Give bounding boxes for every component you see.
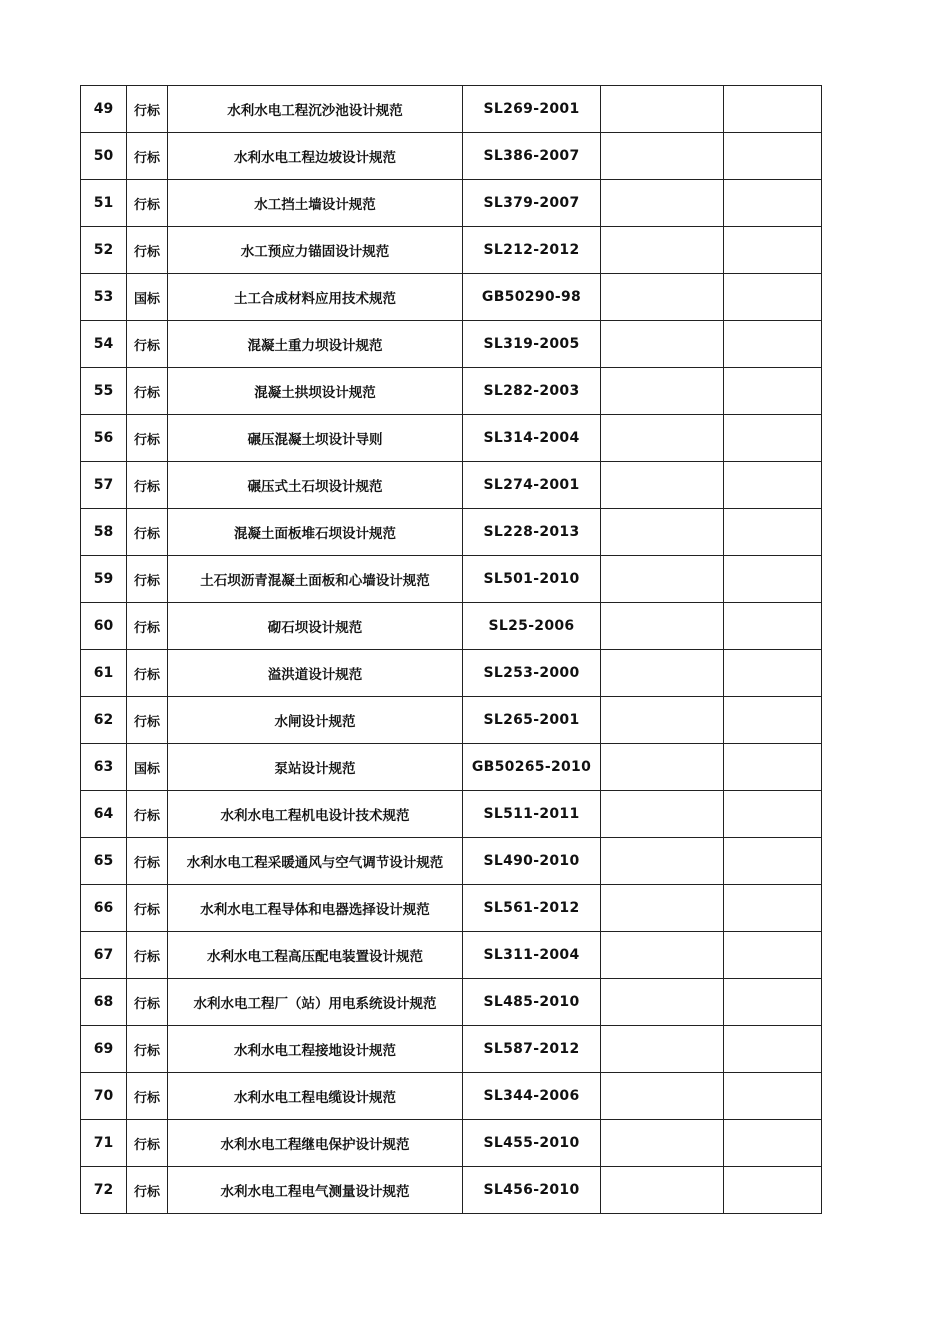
standard-name-cell: 水工预应力锚固设计规范 xyxy=(168,227,463,274)
empty-cell xyxy=(601,321,724,368)
standard-code-cell: SL501-2010 xyxy=(463,556,601,603)
standard-code-cell: SL485-2010 xyxy=(463,979,601,1026)
row-number-cell: 53 xyxy=(81,274,127,321)
standard-code-cell: SL344-2006 xyxy=(463,1073,601,1120)
standard-name-cell: 混凝土拱坝设计规范 xyxy=(168,368,463,415)
empty-cell xyxy=(601,1026,724,1073)
table-row xyxy=(81,885,822,932)
empty-cell xyxy=(724,697,822,744)
standard-type-cell: 行标 xyxy=(127,86,168,133)
row-number-cell: 64 xyxy=(81,791,127,838)
standard-type-cell: 行标 xyxy=(127,979,168,1026)
empty-cell xyxy=(724,1026,822,1073)
standard-name-cell: 水利水电工程边坡设计规范 xyxy=(168,133,463,180)
table-row xyxy=(81,791,822,838)
empty-cell xyxy=(724,791,822,838)
empty-cell xyxy=(601,368,724,415)
table-row xyxy=(81,509,822,556)
table-row xyxy=(81,838,822,885)
standard-type-cell: 行标 xyxy=(127,321,168,368)
empty-cell xyxy=(724,86,822,133)
standard-name-cell: 水利水电工程电缆设计规范 xyxy=(168,1073,463,1120)
table-row xyxy=(81,1073,822,1120)
table-row xyxy=(81,180,822,227)
row-number-cell: 49 xyxy=(81,86,127,133)
row-number-cell: 59 xyxy=(81,556,127,603)
standard-code-cell: SL265-2001 xyxy=(463,697,601,744)
row-number-cell: 56 xyxy=(81,415,127,462)
row-number-cell: 52 xyxy=(81,227,127,274)
standard-type-cell: 行标 xyxy=(127,415,168,462)
empty-cell xyxy=(601,650,724,697)
empty-cell xyxy=(601,697,724,744)
table-row xyxy=(81,462,822,509)
empty-cell xyxy=(724,1073,822,1120)
empty-cell xyxy=(724,180,822,227)
table-row xyxy=(81,932,822,979)
standard-type-cell: 行标 xyxy=(127,133,168,180)
standard-type-cell: 行标 xyxy=(127,368,168,415)
row-number-cell: 67 xyxy=(81,932,127,979)
standard-type-cell: 行标 xyxy=(127,1120,168,1167)
standard-name-cell: 土石坝沥青混凝土面板和心墙设计规范 xyxy=(168,556,463,603)
row-number-cell: 63 xyxy=(81,744,127,791)
standard-name-cell: 水工挡土墙设计规范 xyxy=(168,180,463,227)
standard-type-cell: 行标 xyxy=(127,462,168,509)
table-row xyxy=(81,697,822,744)
row-number-cell: 51 xyxy=(81,180,127,227)
table-row xyxy=(81,1167,822,1214)
standard-type-cell: 行标 xyxy=(127,227,168,274)
empty-cell xyxy=(601,274,724,321)
empty-cell xyxy=(601,1120,724,1167)
empty-cell xyxy=(601,227,724,274)
standard-type-cell: 行标 xyxy=(127,650,168,697)
standard-type-cell: 行标 xyxy=(127,1026,168,1073)
standard-name-cell: 碾压式土石坝设计规范 xyxy=(168,462,463,509)
row-number-cell: 65 xyxy=(81,838,127,885)
empty-cell xyxy=(601,86,724,133)
row-number-cell: 57 xyxy=(81,462,127,509)
empty-cell xyxy=(601,180,724,227)
row-number-cell: 61 xyxy=(81,650,127,697)
standard-type-cell: 行标 xyxy=(127,1073,168,1120)
standard-code-cell: SL561-2012 xyxy=(463,885,601,932)
row-number-cell: 54 xyxy=(81,321,127,368)
standard-type-cell: 国标 xyxy=(127,744,168,791)
table-row xyxy=(81,133,822,180)
standard-name-cell: 溢洪道设计规范 xyxy=(168,650,463,697)
standard-type-cell: 行标 xyxy=(127,697,168,744)
standard-code-cell: GB50290-98 xyxy=(463,274,601,321)
table-row xyxy=(81,368,822,415)
standard-name-cell: 碾压混凝土坝设计导则 xyxy=(168,415,463,462)
standard-code-cell: SL274-2001 xyxy=(463,462,601,509)
empty-cell xyxy=(724,274,822,321)
standard-name-cell: 水利水电工程高压配电装置设计规范 xyxy=(168,932,463,979)
empty-cell xyxy=(724,1120,822,1167)
empty-cell xyxy=(724,979,822,1026)
empty-cell xyxy=(601,133,724,180)
row-number-cell: 50 xyxy=(81,133,127,180)
row-number-cell: 60 xyxy=(81,603,127,650)
empty-cell xyxy=(724,603,822,650)
standard-name-cell: 水利水电工程接地设计规范 xyxy=(168,1026,463,1073)
row-number-cell: 66 xyxy=(81,885,127,932)
empty-cell xyxy=(601,744,724,791)
row-number-cell: 55 xyxy=(81,368,127,415)
table-row xyxy=(81,744,822,791)
standard-code-cell: SL490-2010 xyxy=(463,838,601,885)
empty-cell xyxy=(601,838,724,885)
empty-cell xyxy=(601,932,724,979)
standard-type-cell: 行标 xyxy=(127,932,168,979)
standard-code-cell: SL587-2012 xyxy=(463,1026,601,1073)
empty-cell xyxy=(601,1073,724,1120)
standard-type-cell: 行标 xyxy=(127,556,168,603)
standard-code-cell: GB50265-2010 xyxy=(463,744,601,791)
standard-code-cell: SL386-2007 xyxy=(463,133,601,180)
standard-name-cell: 水利水电工程厂（站）用电系统设计规范 xyxy=(168,979,463,1026)
standard-code-cell: SL314-2004 xyxy=(463,415,601,462)
empty-cell xyxy=(724,462,822,509)
standard-type-cell: 行标 xyxy=(127,509,168,556)
row-number-cell: 71 xyxy=(81,1120,127,1167)
empty-cell xyxy=(724,133,822,180)
standard-name-cell: 水利水电工程继电保护设计规范 xyxy=(168,1120,463,1167)
standard-name-cell: 水利水电工程采暖通风与空气调节设计规范 xyxy=(168,838,463,885)
standard-type-cell: 行标 xyxy=(127,838,168,885)
empty-cell xyxy=(601,556,724,603)
empty-cell xyxy=(724,227,822,274)
table-row xyxy=(81,274,822,321)
standards-table xyxy=(80,85,822,1214)
empty-cell xyxy=(601,462,724,509)
empty-cell xyxy=(601,415,724,462)
standard-name-cell: 水利水电工程导体和电器选择设计规范 xyxy=(168,885,463,932)
table-row xyxy=(81,1026,822,1073)
empty-cell xyxy=(724,556,822,603)
standard-code-cell: SL311-2004 xyxy=(463,932,601,979)
standard-code-cell: SL456-2010 xyxy=(463,1167,601,1214)
standard-code-cell: SL228-2013 xyxy=(463,509,601,556)
standard-name-cell: 混凝土面板堆石坝设计规范 xyxy=(168,509,463,556)
empty-cell xyxy=(724,744,822,791)
empty-cell xyxy=(601,885,724,932)
standard-code-cell: SL455-2010 xyxy=(463,1120,601,1167)
table-row xyxy=(81,556,822,603)
empty-cell xyxy=(724,838,822,885)
standard-name-cell: 土工合成材料应用技术规范 xyxy=(168,274,463,321)
standard-name-cell: 水利水电工程电气测量设计规范 xyxy=(168,1167,463,1214)
standard-code-cell: SL212-2012 xyxy=(463,227,601,274)
standard-type-cell: 行标 xyxy=(127,791,168,838)
empty-cell xyxy=(724,368,822,415)
empty-cell xyxy=(724,415,822,462)
empty-cell xyxy=(601,791,724,838)
table-row xyxy=(81,650,822,697)
empty-cell xyxy=(724,1167,822,1214)
standard-code-cell: SL379-2007 xyxy=(463,180,601,227)
standard-name-cell: 水利水电工程沉沙池设计规范 xyxy=(168,86,463,133)
table-row xyxy=(81,415,822,462)
standard-name-cell: 泵站设计规范 xyxy=(168,744,463,791)
row-number-cell: 70 xyxy=(81,1073,127,1120)
standard-type-cell: 行标 xyxy=(127,885,168,932)
standard-type-cell: 行标 xyxy=(127,1167,168,1214)
empty-cell xyxy=(601,1167,724,1214)
empty-cell xyxy=(601,603,724,650)
standard-type-cell: 行标 xyxy=(127,603,168,650)
row-number-cell: 72 xyxy=(81,1167,127,1214)
standard-code-cell: SL282-2003 xyxy=(463,368,601,415)
standard-code-cell: SL25-2006 xyxy=(463,603,601,650)
table-row xyxy=(81,1120,822,1167)
standard-code-cell: SL269-2001 xyxy=(463,86,601,133)
standard-name-cell: 水闸设计规范 xyxy=(168,697,463,744)
row-number-cell: 58 xyxy=(81,509,127,556)
row-number-cell: 69 xyxy=(81,1026,127,1073)
empty-cell xyxy=(724,932,822,979)
standard-name-cell: 水利水电工程机电设计技术规范 xyxy=(168,791,463,838)
standard-code-cell: SL319-2005 xyxy=(463,321,601,368)
standard-code-cell: SL511-2011 xyxy=(463,791,601,838)
empty-cell xyxy=(724,650,822,697)
row-number-cell: 68 xyxy=(81,979,127,1026)
empty-cell xyxy=(601,979,724,1026)
table-row xyxy=(81,603,822,650)
standard-code-cell: SL253-2000 xyxy=(463,650,601,697)
empty-cell xyxy=(724,509,822,556)
standard-type-cell: 国标 xyxy=(127,274,168,321)
standard-name-cell: 砌石坝设计规范 xyxy=(168,603,463,650)
standard-type-cell: 行标 xyxy=(127,180,168,227)
table-row xyxy=(81,979,822,1026)
row-number-cell: 62 xyxy=(81,697,127,744)
empty-cell xyxy=(724,885,822,932)
empty-cell xyxy=(601,509,724,556)
table-row xyxy=(81,321,822,368)
table-row xyxy=(81,86,822,133)
table-row xyxy=(81,227,822,274)
empty-cell xyxy=(724,321,822,368)
standard-name-cell: 混凝土重力坝设计规范 xyxy=(168,321,463,368)
standards-table-body xyxy=(81,86,822,1214)
